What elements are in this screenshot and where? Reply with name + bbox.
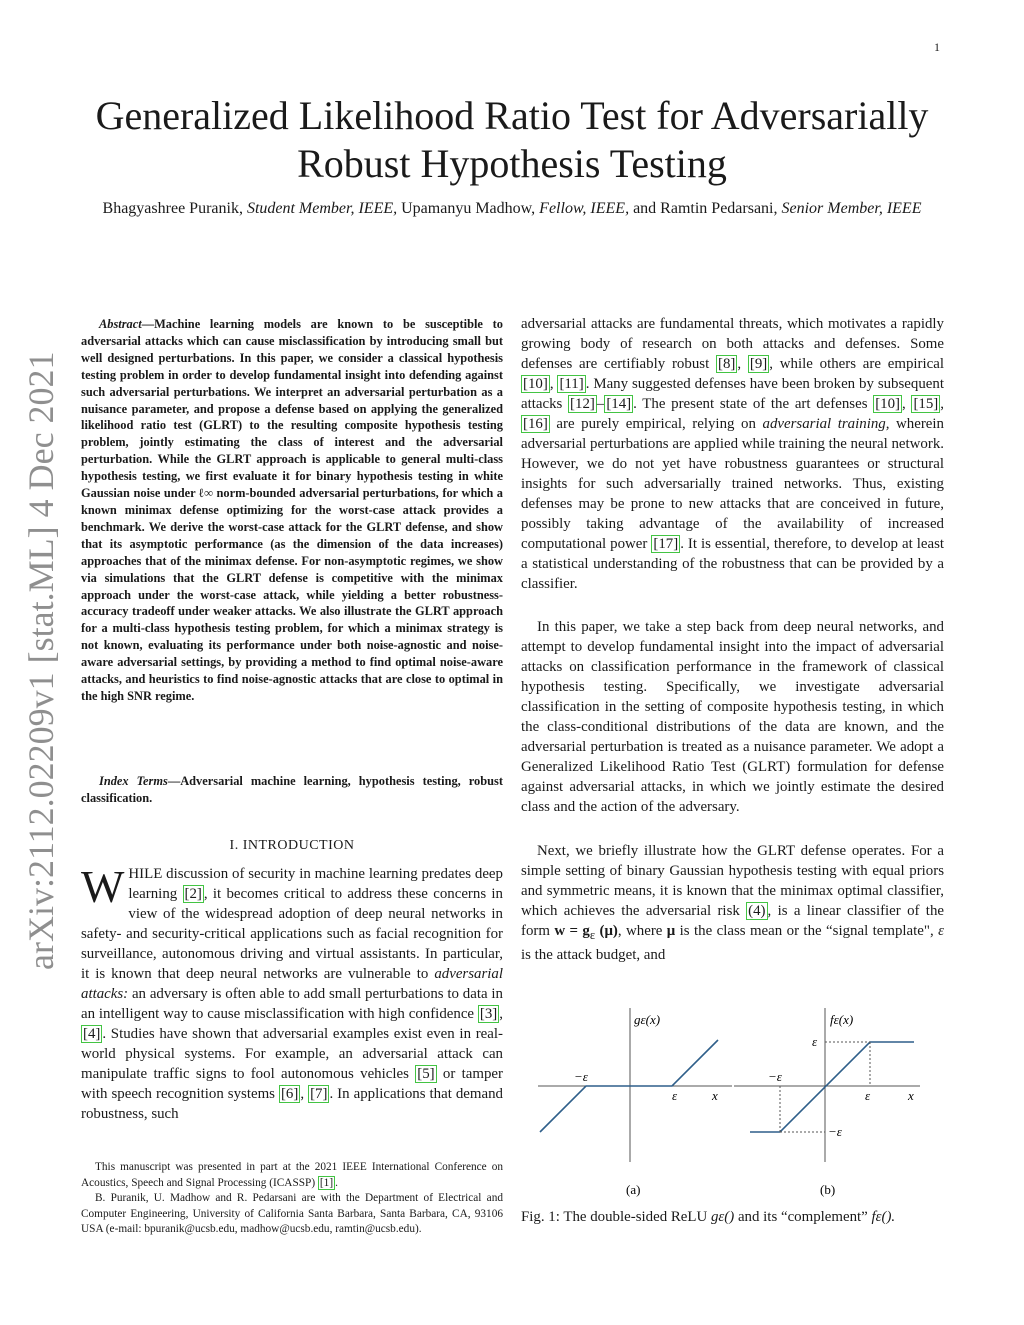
index-terms <box>81 773 503 807</box>
citation-link[interactable]: [2] <box>184 886 202 902</box>
footnote-affiliation: B. Puranik, U. Madhow and R. Pedarsani are with the Department of Electrical and Computer Engineering, University of California Santa Barbara, Santa Barbara, CA, 93106 USA (e-mail: bpuranik@ucsb.edu, madhow@ucsb.edu, ramtin@ucsb.edu). <box>81 1192 503 1235</box>
text-run: Fig. 1: The double-sided ReLU <box>521 1209 711 1225</box>
section-number: I. <box>229 838 239 853</box>
citation-link[interactable]: [17] <box>653 536 679 552</box>
text-run: . <box>335 1176 338 1189</box>
text-run: , where <box>617 923 667 939</box>
citation-link[interactable]: [5] <box>417 1066 435 1082</box>
text-run: , <box>902 396 912 412</box>
citation-link[interactable]: [1] <box>319 1176 334 1189</box>
text-run: . Many suggested defenses have been broken by subsequent attacks <box>521 376 944 412</box>
author-role: Senior Member, IEEE <box>781 200 922 217</box>
text-run: or tamper with speech recognition systems <box>81 1066 503 1102</box>
math-sub: ε <box>589 927 596 942</box>
citation-link[interactable]: [11] <box>559 376 584 392</box>
paragraph: In this paper, we take a step back from deep neural networks, and attempt to develop fundamental insight into the impact of adversarial attacks on classification performance in the framework of classical hypothesis testing. Specifically, we investigate adversarial classification in the setting of composite hypothesis testing, in which the class-conditional distributions of the data are known, and the adversarial perturbation is treated as a nuisance parameter. We adopt a Generalized Likelihood Ratio Test (GLRT) formulation for defense against adversarial attacks, in which we jointly estimate the desired class and the action of the adversary. <box>521 619 944 815</box>
text-run: adversarial attacks are fundamental threats, which motivates a rapidly growing body of research on both attacks and defenses. Some defenses are certifiably robust <box>521 316 944 372</box>
citation-link[interactable]: [12] <box>570 396 595 412</box>
math-text: w = g <box>554 923 590 939</box>
panel-b <box>734 1008 920 1197</box>
citation-link[interactable]: [9] <box>749 356 768 372</box>
author-name: Upamanyu Madhow, <box>401 200 536 217</box>
panel-b-label: (b) <box>820 1182 836 1197</box>
math-text: fε(). <box>871 1209 896 1225</box>
math-symbol: μ <box>666 923 676 939</box>
panel-a <box>538 1008 732 1197</box>
emphasis: adversarial attacks: <box>81 966 503 1002</box>
abstract-text: —Machine learning models are known to be susceptible to adversarial attacks which can cause misclassification by introducing small but well designed perturbations. In this paper, we consider a classical hypothesis testing problem in order to develop fundamental insight into defending against such adversarial perturbations. We interpret an adversarial perturbation as a nuisance parameter, and propose a defense based on applying the generalized likelihood ratio test (GLRT) to the resulting composite hypothesis testing problem, jointly estimating the class of interest and the adversarial perturbation. While the GLRT approach is applicable to general multi-class hypothesis testing, we first evaluate it for binary hypothesis testing in white Gaussian noise under ℓ∞ norm-bounded adversarial perturbations, for which a known minimax defense optimizing for the worst-case attack provides a benchmark. We derive the worst-case attack for the GLRT defense, and show that its asymptotic performance (as the dimension of the data increases) approaches that of the minimax defense. For non-asymptotic regimes, we show via simulations that the GLRT defense is competitive with the minimax approach under the worst-case attack, while yielding a better robustness-accuracy tradeoff under weaker attacks. We also illustrate the GLRT approach for a multi-class hypothesis testing problem, for which a minimax strategy is not known, evaluating its performance under both noise-agnostic and noise-aware adversarial settings, by providing a method to find optimal noise-aware attacks, and heuristics to find noise-agnostic attacks that are close to optimal in the high SNR regime. <box>81 317 503 703</box>
text-run: . Studies have shown that adversarial examples exist even in real-world physical systems. For example, an adversarial attack can manipulate traffic signs to fool autonomous vehicles <box>81 1026 503 1082</box>
f-curve <box>750 1042 914 1132</box>
index-terms-label: Index Terms <box>99 774 168 788</box>
panel-b-ylabel: fε(x) <box>830 1012 854 1027</box>
paragraph <box>521 314 944 594</box>
paper-title: Generalized Likelihood Ratio Test for Adversarially Robust Hypothesis Testing <box>95 93 929 186</box>
panel-b-pos-eps: ε <box>865 1088 871 1103</box>
author-role: Fellow, IEEE, <box>539 200 630 217</box>
text-run: are purely empirical, relying on <box>549 416 763 432</box>
page-number: 1 <box>934 40 940 54</box>
text-run: wherein adversarial perturbations are applied while training the neural network. However, we do not yet have robustness guarantees or structural insights for such adversarially trained networks. Thus, existing defenses may be prone to new attacks that are conceived in future, possibly taking advantage of the availability of increased computational power <box>521 416 945 552</box>
intro-paragraph <box>81 861 504 1124</box>
arxiv-stamp: arXiv:2112.02209v1 [stat.ML] 4 Dec 2021 <box>21 351 61 970</box>
author-role: Student Member, IEEE, <box>246 200 398 217</box>
drop-cap: W <box>81 861 125 912</box>
index-terms-text: —Adversarial machine learning, hypothesis testing, robust classification. <box>81 774 503 805</box>
figure-caption <box>521 1207 944 1227</box>
author-name: Bhagyashree Puranik, <box>102 200 243 217</box>
abstract-label: Abstract <box>99 317 142 331</box>
math-expression <box>554 923 618 942</box>
text-run: This manuscript was presented in part at the 2021 IEEE International Conference on Acoustics, Speech and Signal Processing (ICASSP) <box>81 1161 503 1189</box>
citation-link[interactable]: [16] <box>523 416 548 432</box>
text-run: – <box>596 396 605 412</box>
footnote-icassp <box>81 1160 503 1191</box>
text-run: , <box>549 376 558 392</box>
text-run: . The present state of the art defenses <box>633 396 874 412</box>
math-text: (μ) <box>595 923 618 939</box>
text-run: , it becomes critical to address these concerns in view of the widespread adoption of deep neural networks in safety- and security-critical applications such as facial recognition for surveillance, autonomous driving and virtual assistants. In particular, it is known that deep neural networks are vulnerable to <box>81 886 504 982</box>
author-name: and Ramtin Pedarsani, <box>633 200 778 217</box>
paragraph <box>521 841 944 965</box>
math-text: gε() <box>710 1209 735 1225</box>
figure-relu <box>536 1002 926 1202</box>
emphasis: adversarial training, <box>762 416 890 432</box>
text-run: . In applications that demand robustness, such <box>81 1086 503 1122</box>
text-run: HILE discussion of security in machine learning predates deep learning <box>128 866 503 902</box>
citation-link[interactable]: [3] <box>479 1006 498 1022</box>
text-run: , <box>300 1086 309 1102</box>
citation-link[interactable]: [4] <box>83 1026 101 1042</box>
math-symbol: ε <box>938 923 944 939</box>
panel-a-xlabel: x <box>712 1088 718 1103</box>
text-run: , <box>737 356 748 372</box>
text-run: , is a linear classifier of the form <box>521 903 944 939</box>
author-list <box>60 198 964 220</box>
section-title: INTRODUCTION <box>242 838 355 853</box>
text-run: an adversary is often able to add small perturbations to data in an intelligent way to cause misclassification with high confidence <box>81 986 503 1022</box>
citation-link[interactable]: [8] <box>718 356 736 372</box>
text-run: and its “complement” <box>734 1209 872 1225</box>
citation-link[interactable]: [15] <box>913 396 939 412</box>
citation-link[interactable]: [14] <box>606 396 632 412</box>
abstract <box>81 316 503 705</box>
text-run: , <box>499 1006 503 1022</box>
citation-link[interactable]: [10] <box>523 376 548 392</box>
text-run: is the class mean or the “signal template", <box>675 923 939 939</box>
citation-link[interactable]: [10] <box>875 396 901 412</box>
text-run: . It is essential, therefore, to develop at least a statistical understanding of the robustness that can be provided by a classifier. <box>521 536 944 592</box>
citation-link[interactable]: [7] <box>310 1086 328 1102</box>
section-heading <box>81 838 503 854</box>
panel-b-top-eps: ε <box>812 1034 818 1049</box>
panel-a-ylabel: gε(x) <box>634 1012 661 1027</box>
citation-link[interactable]: [6] <box>280 1086 299 1102</box>
equation-link[interactable]: (4) <box>748 903 766 919</box>
text-run: Next, we briefly illustrate how the GLRT defense operates. For a simple setting of binary Gaussian hypothesis testing with equal priors and symmetric means, it is known that the minimax optimal classifier, which achieves the adversarial risk <box>521 843 944 919</box>
panel-b-neg-eps: −ε <box>768 1069 782 1084</box>
text-run: , while others are empirical <box>769 356 944 372</box>
panel-b-xlabel: x <box>908 1088 914 1103</box>
panel-a-label: (a) <box>626 1182 641 1197</box>
panel-a-neg-eps: −ε <box>574 1069 588 1084</box>
panel-a-pos-eps: ε <box>672 1088 678 1103</box>
text-run: is the attack budget, and <box>521 946 666 963</box>
text-run: , <box>940 396 944 412</box>
panel-b-bottom-eps: −ε <box>828 1124 842 1139</box>
